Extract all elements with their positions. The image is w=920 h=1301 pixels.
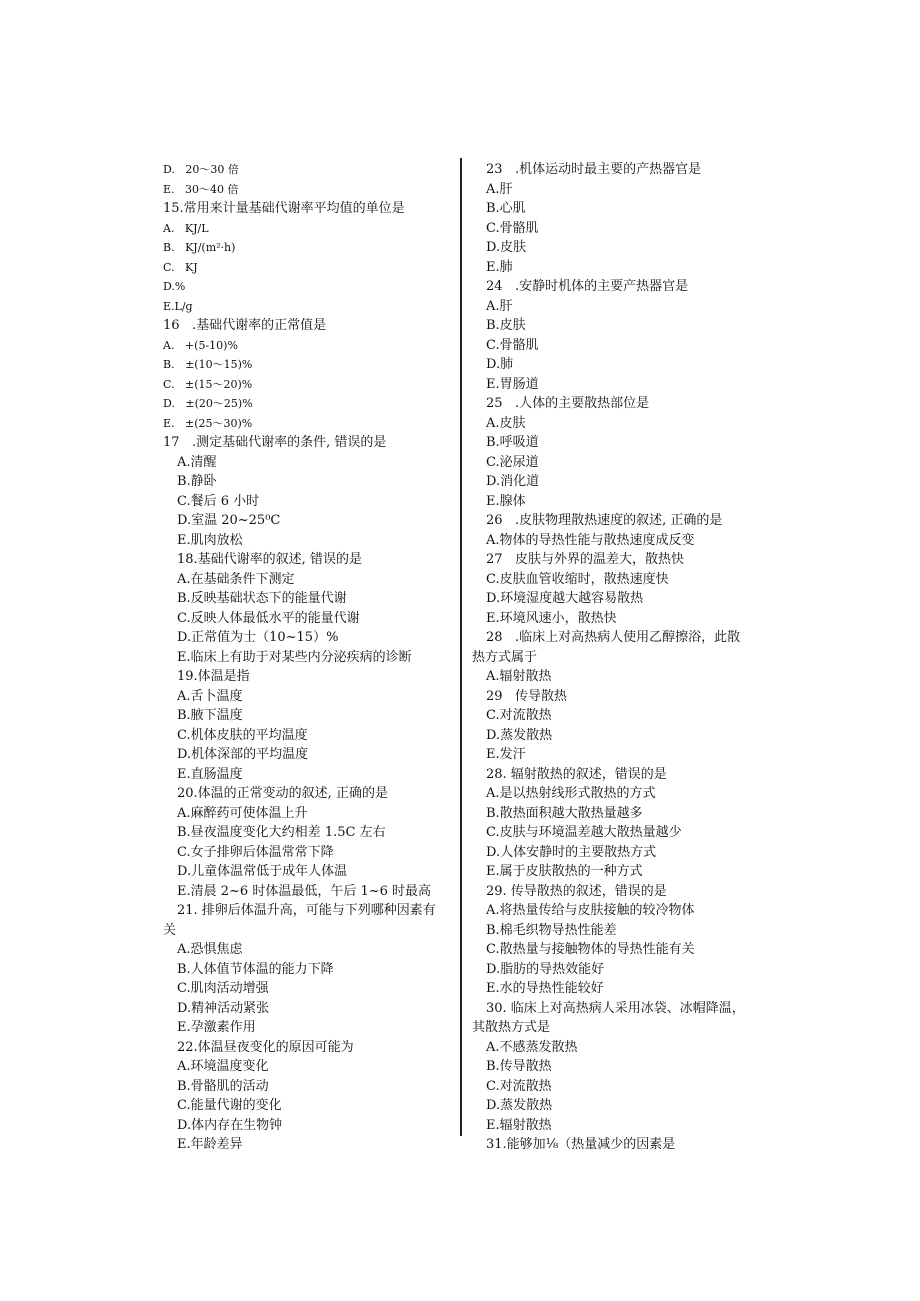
right-line: A.物体的导热性能与散热速度成反变 <box>486 532 695 548</box>
right-line: 28. 辐射散热的叙述，错误的是 <box>486 766 667 782</box>
left-line: B. KJ/(m²·h) <box>163 241 236 254</box>
left-line: D.正常值为士（10~15）% <box>177 630 339 645</box>
left-line: D.室温 20~25⁰C <box>177 513 281 528</box>
left-line: 22.体温昼夜变化的原因可能为 <box>177 1039 354 1055</box>
right-line: E.腺体 <box>486 493 526 509</box>
right-line: D.人体安静时的主要散热方式 <box>486 844 657 860</box>
left-line: A.麻醉药可使体温上升 <box>177 805 308 821</box>
left-line: E.年龄差异 <box>177 1137 243 1152</box>
left-line: D.机体深部的平均温度 <box>177 747 309 762</box>
right-line: B.呼吸道 <box>486 435 539 450</box>
left-line: C.餐后 6 小时 <box>177 493 260 509</box>
left-line: 关 <box>163 922 177 938</box>
left-line: E.L/g <box>163 299 193 313</box>
left-line: 17 .测定基础代谢率的条件, 错误的是 <box>163 435 387 450</box>
left-line: A.环境温度变化 <box>177 1059 269 1074</box>
right-line: 31.能够加⅛（热量减少的因素是 <box>486 1137 676 1152</box>
right-line: D.消化道 <box>486 474 540 489</box>
left-line: A. KJ/L <box>163 221 209 235</box>
right-line: 29. 传导散热的叙述，错误的是 <box>486 883 667 899</box>
left-line: B.人体值节体温的能力下降 <box>177 961 334 977</box>
left-line: D.精神活动紧张 <box>177 1000 270 1016</box>
left-column <box>163 160 453 1155</box>
left-line: C.肌肉活动增强 <box>177 981 269 996</box>
right-line: D.环境湿度越大越容易散热 <box>486 591 644 606</box>
right-line: D.肺 <box>486 357 514 372</box>
left-line: 19.体温是指 <box>177 669 250 684</box>
right-line: E.属于皮肤散热的一种方式 <box>486 864 643 879</box>
left-line: D.% <box>163 280 186 293</box>
left-line: C.能量代谢的变化 <box>177 1098 282 1113</box>
right-line: D.蒸发散热 <box>486 1098 553 1113</box>
right-line: C.对流散热 <box>486 1078 552 1094</box>
left-line: D.体内存在生物钟 <box>177 1117 283 1133</box>
left-line: A. +(5-10)% <box>163 338 238 352</box>
right-line: E.肺 <box>486 259 513 275</box>
right-line: A.皮肤 <box>486 415 526 431</box>
right-line: D.皮肤 <box>486 240 527 255</box>
right-line: C.泌尿道 <box>486 454 539 470</box>
right-line: C.对流散热 <box>486 708 552 723</box>
left-line: C. KJ <box>163 260 198 274</box>
left-line: B.昼夜温度变化大约相差 1.5C 左右 <box>177 825 386 840</box>
right-line: D.脂肪的导热效能好 <box>486 961 605 977</box>
left-line: 16 .基础代谢率的正常值是 <box>163 318 327 333</box>
right-line: C.骨骼肌 <box>486 337 539 353</box>
left-line: E.直肠温度 <box>177 766 243 782</box>
right-line: 热方式属于 <box>472 649 538 665</box>
right-line: A.不感蒸发散热 <box>486 1039 578 1055</box>
right-line: B.棉毛织物导热性能差 <box>486 922 617 938</box>
right-line: C.散热量与接触物体的导热性能有关 <box>486 942 695 957</box>
right-line: E.水的导热性能较好 <box>486 981 604 996</box>
right-line: 30. 临床上对高热病人采用冰袋、冰帽降温， <box>486 1000 745 1016</box>
right-line: 23 .机体运动时最主要的产热器官是 <box>486 162 702 177</box>
right-line: 26 .皮肤物理散热速度的叙述, 正确的是 <box>486 513 723 528</box>
left-line: A.舌卜温度 <box>177 688 243 704</box>
right-line: E.环境风速小，散热快 <box>486 610 617 626</box>
left-line: A.清醒 <box>177 454 217 470</box>
right-line: A.辐射散热 <box>486 669 552 684</box>
left-line: E.临床上有助于对某些内分泌疾病的诊断 <box>177 649 412 665</box>
column-divider <box>460 158 462 1136</box>
right-line: 25 .人体的主要散热部位是 <box>486 396 650 411</box>
left-line: E.孕激素作用 <box>177 1020 256 1035</box>
right-line: C.骨骼肌 <box>486 220 539 236</box>
right-column <box>472 160 772 1155</box>
left-line: D. 20～30 倍 <box>163 163 239 176</box>
left-line: C.女子排卵后体温常常下降 <box>177 844 334 860</box>
left-line: D. ±(20～25)% <box>163 397 253 410</box>
left-line: D.儿童体温常低于成年人体温 <box>177 864 348 879</box>
left-line: E. 30～40 倍 <box>163 182 239 196</box>
right-line: B.传导散热 <box>486 1059 552 1074</box>
right-line: 27 皮肤与外界的温差大，散热快 <box>486 552 684 567</box>
right-line: 29 传导散热 <box>486 688 567 704</box>
right-line: B.心肌 <box>486 201 526 216</box>
right-line: 28 .临床上对高热病人使用乙醇擦浴，此散 <box>486 630 741 645</box>
right-line: 其散热方式是 <box>472 1020 551 1035</box>
left-line: B.静卧 <box>177 474 217 489</box>
left-line: B. ±(10～15)% <box>163 358 253 371</box>
right-line: 24 .安静时机体的主要产热器官是 <box>486 279 689 294</box>
right-line: D.蒸发散热 <box>486 727 553 743</box>
right-line: E.发汗 <box>486 747 526 762</box>
right-line: C.皮肤与环境温差越大散热量越少 <box>486 825 682 840</box>
right-line: A.肝 <box>486 298 513 314</box>
left-line: C. ±(15～20)% <box>163 377 253 391</box>
right-line: A.将热量传给与皮肤接触的较冷物体 <box>486 903 695 918</box>
left-line: B.骨骼肌的活动 <box>177 1078 269 1094</box>
right-line: B.散热面积越大散热量越多 <box>486 805 643 821</box>
left-line: 18.基础代谢率的叙述, 错误的是 <box>177 552 362 567</box>
right-line: E.胃肠道 <box>486 376 539 392</box>
left-line: B.反映基础状态下的能量代谢 <box>177 591 347 606</box>
left-line: C.反映人体最低水平的能量代谢 <box>177 610 360 626</box>
right-line: C.皮肤血管收缩时，散热速度快 <box>486 571 669 587</box>
left-line: C.机体皮肤的平均温度 <box>177 727 308 743</box>
left-line: B.腋下温度 <box>177 708 243 723</box>
left-line: A.在基础条件下测定 <box>177 571 295 587</box>
left-line: E.清晨 2~6 时体温最低，午后 1~6 时最高 <box>177 883 432 899</box>
left-line: 15.常用来计量基础代谢率平均值的单位是 <box>163 201 405 216</box>
left-line: E.肌肉放松 <box>177 532 243 548</box>
right-line: B.皮肤 <box>486 318 526 333</box>
left-line: A.恐惧焦虑 <box>177 942 243 957</box>
right-line: A.是以热射线形式散热的方式 <box>486 786 656 801</box>
right-line: E.辐射散热 <box>486 1117 552 1133</box>
left-line: E. ±(25～30)% <box>163 416 253 430</box>
left-line: 21. 排卵后体温升高，可能与下列哪种因素有 <box>177 903 436 918</box>
left-line: 20.体温的正常变动的叙述, 正确的是 <box>177 786 388 801</box>
right-line: A.肝 <box>486 181 513 197</box>
